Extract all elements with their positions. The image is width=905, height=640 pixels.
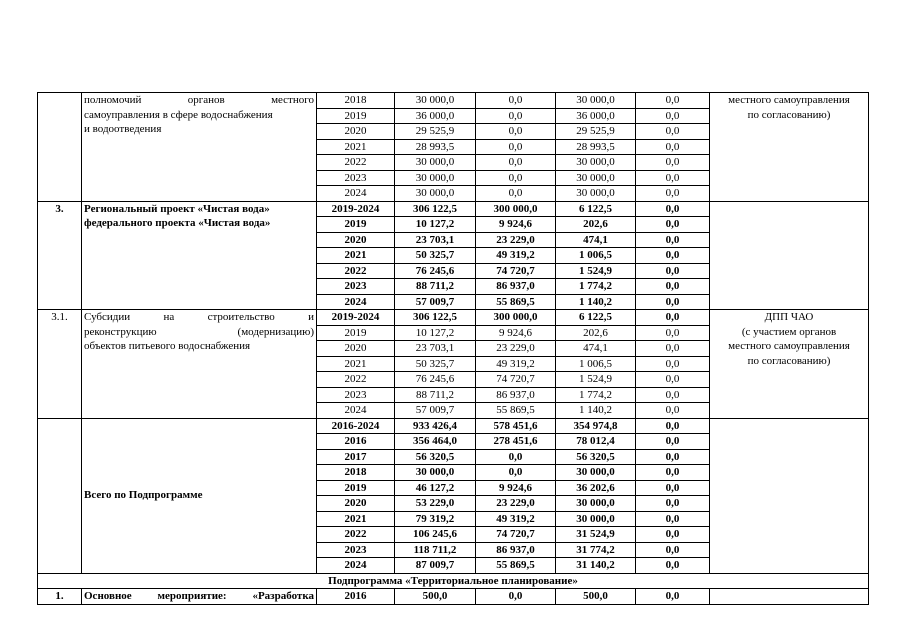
other-sources-cell: 0,0 <box>636 186 710 202</box>
table-row <box>38 418 869 434</box>
federal-budget-cell: 0,0 <box>476 155 556 171</box>
regional-budget-cell: 1 774,2 <box>556 387 636 403</box>
regional-budget-cell: 31 774,2 <box>556 542 636 558</box>
name-word: местного <box>271 94 314 106</box>
federal-budget-cell: 49 319,2 <box>476 248 556 264</box>
federal-budget-cell: 9 924,6 <box>476 325 556 341</box>
total-cell: 118 711,2 <box>395 542 476 558</box>
year-cell: 2022 <box>317 263 395 279</box>
federal-budget-cell: 9 924,6 <box>476 480 556 496</box>
row-number-cell: 1. <box>38 589 82 605</box>
year-cell: 2016-2024 <box>317 418 395 434</box>
executor-cell <box>710 201 869 310</box>
regional-budget-cell: 56 320,5 <box>556 449 636 465</box>
row-number-cell: 3.1. <box>38 310 82 419</box>
executor-line: (с участием органов <box>741 325 837 338</box>
federal-budget-cell: 55 869,5 <box>476 294 556 310</box>
row-number-cell: 3. <box>38 201 82 310</box>
federal-budget-cell: 0,0 <box>476 108 556 124</box>
other-sources-cell: 0,0 <box>636 356 710 372</box>
other-sources-cell: 0,0 <box>636 418 710 434</box>
total-cell: 79 319,2 <box>395 511 476 527</box>
federal-budget-cell: 300 000,0 <box>476 310 556 326</box>
name-line <box>84 216 314 231</box>
name-word: объектов питьевого водоснабжения <box>84 340 251 352</box>
other-sources-cell: 0,0 <box>636 93 710 109</box>
row-number-cell <box>38 93 82 202</box>
year-cell: 2022 <box>317 527 395 543</box>
regional-budget-cell: 202,6 <box>556 325 636 341</box>
regional-budget-cell: 78 012,4 <box>556 434 636 450</box>
section-title: Подпрограмма «Территориальное планирование» <box>38 573 869 589</box>
year-cell: 2024 <box>317 186 395 202</box>
total-cell: 76 245,6 <box>395 372 476 388</box>
federal-budget-cell: 74 720,7 <box>476 527 556 543</box>
name-word: и водоотведения <box>84 123 162 135</box>
year-cell: 2020 <box>317 124 395 140</box>
total-cell: 29 525,9 <box>395 124 476 140</box>
name-word: и <box>308 311 314 323</box>
regional-budget-cell: 1 140,2 <box>556 403 636 419</box>
regional-budget-cell: 30 000,0 <box>556 511 636 527</box>
other-sources-cell: 0,0 <box>636 124 710 140</box>
other-sources-cell: 0,0 <box>636 248 710 264</box>
regional-budget-cell: 31 524,9 <box>556 527 636 543</box>
regional-budget-cell: 30 000,0 <box>556 496 636 512</box>
name-word: строительство <box>207 311 275 323</box>
regional-budget-cell: 1 774,2 <box>556 279 636 295</box>
name-word: полномочий <box>84 94 142 106</box>
federal-budget-cell: 0,0 <box>476 93 556 109</box>
regional-budget-cell: 474,1 <box>556 232 636 248</box>
year-cell: 2024 <box>317 294 395 310</box>
name-line <box>84 339 314 354</box>
federal-budget-cell: 55 869,5 <box>476 403 556 419</box>
total-cell: 76 245,6 <box>395 263 476 279</box>
federal-budget-cell: 0,0 <box>476 589 556 605</box>
other-sources-cell: 0,0 <box>636 155 710 171</box>
name-word: органов <box>187 94 225 106</box>
regional-budget-cell: 36 000,0 <box>556 108 636 124</box>
year-cell: 2024 <box>317 403 395 419</box>
federal-budget-cell: 74 720,7 <box>476 372 556 388</box>
other-sources-cell: 0,0 <box>636 589 710 605</box>
executor-line: по согласованию) <box>747 354 831 367</box>
row-number-cell <box>38 418 82 573</box>
other-sources-cell: 0,0 <box>636 325 710 341</box>
budget-table <box>37 92 869 605</box>
regional-budget-cell: 30 000,0 <box>556 93 636 109</box>
name-word: Субсидии <box>84 311 131 323</box>
name-line <box>84 122 314 137</box>
year-cell: 2021 <box>317 139 395 155</box>
total-cell: 50 325,7 <box>395 248 476 264</box>
name-word: федерального проекта «Чистая вода» <box>84 217 271 229</box>
federal-budget-cell: 9 924,6 <box>476 217 556 233</box>
regional-budget-cell: 202,6 <box>556 217 636 233</box>
total-cell: 28 993,5 <box>395 139 476 155</box>
name-word: Всего по Подпрограмме <box>84 489 203 502</box>
other-sources-cell: 0,0 <box>636 434 710 450</box>
other-sources-cell: 0,0 <box>636 496 710 512</box>
regional-budget-cell: 1 006,5 <box>556 356 636 372</box>
regional-budget-cell: 31 140,2 <box>556 558 636 574</box>
total-cell: 56 320,5 <box>395 449 476 465</box>
federal-budget-cell: 0,0 <box>476 170 556 186</box>
year-cell: 2017 <box>317 449 395 465</box>
table-body <box>38 93 869 605</box>
federal-budget-cell: 0,0 <box>476 186 556 202</box>
name-word: самоуправления в сфере водоснабжения <box>84 108 273 121</box>
total-cell: 50 325,7 <box>395 356 476 372</box>
regional-budget-cell: 354 974,8 <box>556 418 636 434</box>
name-word: мероприятие: <box>157 590 227 602</box>
other-sources-cell: 0,0 <box>636 372 710 388</box>
federal-budget-cell: 86 937,0 <box>476 279 556 295</box>
federal-budget-cell: 0,0 <box>476 124 556 140</box>
table-row <box>38 201 869 217</box>
year-cell: 2020 <box>317 341 395 357</box>
total-cell: 57 009,7 <box>395 403 476 419</box>
total-cell: 30 000,0 <box>395 465 476 481</box>
activity-name-cell <box>82 589 317 605</box>
regional-budget-cell: 30 000,0 <box>556 170 636 186</box>
year-cell: 2020 <box>317 232 395 248</box>
executor-line: по согласованию) <box>747 108 831 121</box>
name-line <box>84 202 314 217</box>
regional-budget-cell: 6 122,5 <box>556 201 636 217</box>
federal-budget-cell: 300 000,0 <box>476 201 556 217</box>
total-cell: 10 127,2 <box>395 217 476 233</box>
section-header-row <box>38 573 869 589</box>
regional-budget-cell: 30 000,0 <box>556 186 636 202</box>
regional-budget-cell: 500,0 <box>556 589 636 605</box>
other-sources-cell: 0,0 <box>636 279 710 295</box>
other-sources-cell: 0,0 <box>636 449 710 465</box>
federal-budget-cell: 278 451,6 <box>476 434 556 450</box>
other-sources-cell: 0,0 <box>636 341 710 357</box>
executor-cell <box>710 418 869 573</box>
regional-budget-cell: 29 525,9 <box>556 124 636 140</box>
total-cell: 88 711,2 <box>395 387 476 403</box>
total-cell: 306 122,5 <box>395 310 476 326</box>
year-cell: 2018 <box>317 93 395 109</box>
name-line <box>84 589 314 604</box>
federal-budget-cell: 23 229,0 <box>476 496 556 512</box>
regional-budget-cell: 1 006,5 <box>556 248 636 264</box>
total-cell: 306 122,5 <box>395 201 476 217</box>
federal-budget-cell: 0,0 <box>476 139 556 155</box>
federal-budget-cell: 86 937,0 <box>476 387 556 403</box>
total-cell: 53 229,0 <box>395 496 476 512</box>
other-sources-cell: 0,0 <box>636 263 710 279</box>
other-sources-cell: 0,0 <box>636 294 710 310</box>
regional-budget-cell: 1 524,9 <box>556 372 636 388</box>
other-sources-cell: 0,0 <box>636 480 710 496</box>
name-word: «Разработка <box>252 590 314 602</box>
year-cell: 2023 <box>317 170 395 186</box>
federal-budget-cell: 0,0 <box>476 465 556 481</box>
year-cell: 2019 <box>317 217 395 233</box>
name-word: Региональный проект «Чистая вода» <box>84 202 270 215</box>
total-cell: 30 000,0 <box>395 170 476 186</box>
regional-budget-cell: 28 993,5 <box>556 139 636 155</box>
total-cell: 30 000,0 <box>395 93 476 109</box>
table-row <box>38 310 869 326</box>
name-line <box>84 93 314 108</box>
other-sources-cell: 0,0 <box>636 403 710 419</box>
executor-line: местного самоуправления <box>728 94 850 106</box>
total-cell: 46 127,2 <box>395 480 476 496</box>
executor-cell <box>710 310 869 419</box>
name-line <box>84 310 314 325</box>
total-cell: 23 703,1 <box>395 232 476 248</box>
federal-budget-cell: 578 451,6 <box>476 418 556 434</box>
activity-name-cell <box>82 93 317 202</box>
other-sources-cell: 0,0 <box>636 511 710 527</box>
federal-budget-cell: 86 937,0 <box>476 542 556 558</box>
executor-cell <box>710 589 869 605</box>
regional-budget-cell: 30 000,0 <box>556 465 636 481</box>
regional-budget-cell: 474,1 <box>556 341 636 357</box>
other-sources-cell: 0,0 <box>636 310 710 326</box>
total-cell: 57 009,7 <box>395 294 476 310</box>
year-cell: 2024 <box>317 558 395 574</box>
year-cell: 2023 <box>317 387 395 403</box>
total-cell: 87 009,7 <box>395 558 476 574</box>
year-cell: 2019 <box>317 480 395 496</box>
total-cell: 933 426,4 <box>395 418 476 434</box>
other-sources-cell: 0,0 <box>636 465 710 481</box>
executor-line: ДПП ЧАО <box>764 311 814 323</box>
activity-name-cell <box>82 310 317 419</box>
name-line <box>84 108 314 123</box>
name-word: на <box>163 311 175 323</box>
federal-budget-cell: 49 319,2 <box>476 356 556 372</box>
year-cell: 2022 <box>317 155 395 171</box>
total-cell: 106 245,6 <box>395 527 476 543</box>
total-cell: 88 711,2 <box>395 279 476 295</box>
year-cell: 2016 <box>317 434 395 450</box>
year-cell: 2023 <box>317 279 395 295</box>
year-cell: 2019-2024 <box>317 201 395 217</box>
year-cell: 2021 <box>317 248 395 264</box>
federal-budget-cell: 74 720,7 <box>476 263 556 279</box>
other-sources-cell: 0,0 <box>636 201 710 217</box>
other-sources-cell: 0,0 <box>636 170 710 186</box>
name-word: реконструкцию <box>84 325 157 338</box>
year-cell: 2020 <box>317 496 395 512</box>
other-sources-cell: 0,0 <box>636 232 710 248</box>
total-cell: 356 464,0 <box>395 434 476 450</box>
federal-budget-cell: 0,0 <box>476 449 556 465</box>
federal-budget-cell: 23 229,0 <box>476 341 556 357</box>
other-sources-cell: 0,0 <box>636 558 710 574</box>
federal-budget-cell: 23 229,0 <box>476 232 556 248</box>
other-sources-cell: 0,0 <box>636 542 710 558</box>
other-sources-cell: 0,0 <box>636 387 710 403</box>
executor-cell <box>710 93 869 202</box>
total-cell: 500,0 <box>395 589 476 605</box>
regional-budget-cell: 36 202,6 <box>556 480 636 496</box>
year-cell: 2019 <box>317 108 395 124</box>
year-cell: 2016 <box>317 589 395 605</box>
total-cell: 23 703,1 <box>395 341 476 357</box>
other-sources-cell: 0,0 <box>636 527 710 543</box>
regional-budget-cell: 1 140,2 <box>556 294 636 310</box>
other-sources-cell: 0,0 <box>636 108 710 124</box>
table-row <box>38 589 869 605</box>
other-sources-cell: 0,0 <box>636 217 710 233</box>
total-cell: 30 000,0 <box>395 186 476 202</box>
year-cell: 2019 <box>317 325 395 341</box>
regional-budget-cell: 30 000,0 <box>556 155 636 171</box>
activity-name-cell <box>82 201 317 310</box>
year-cell: 2021 <box>317 511 395 527</box>
regional-budget-cell: 1 524,9 <box>556 263 636 279</box>
other-sources-cell: 0,0 <box>636 139 710 155</box>
total-cell: 30 000,0 <box>395 155 476 171</box>
executor-line: местного самоуправления <box>728 340 850 352</box>
year-cell: 2018 <box>317 465 395 481</box>
name-line <box>84 325 314 340</box>
total-cell: 10 127,2 <box>395 325 476 341</box>
year-cell: 2022 <box>317 372 395 388</box>
name-line <box>84 488 314 503</box>
year-cell: 2023 <box>317 542 395 558</box>
year-cell: 2021 <box>317 356 395 372</box>
federal-budget-cell: 49 319,2 <box>476 511 556 527</box>
regional-budget-cell: 6 122,5 <box>556 310 636 326</box>
year-cell: 2019-2024 <box>317 310 395 326</box>
table-row <box>38 93 869 109</box>
federal-budget-cell: 55 869,5 <box>476 558 556 574</box>
total-cell: 36 000,0 <box>395 108 476 124</box>
name-word: (модернизацию) <box>237 325 314 338</box>
name-word: Основное <box>84 590 132 602</box>
activity-name-cell <box>82 418 317 573</box>
